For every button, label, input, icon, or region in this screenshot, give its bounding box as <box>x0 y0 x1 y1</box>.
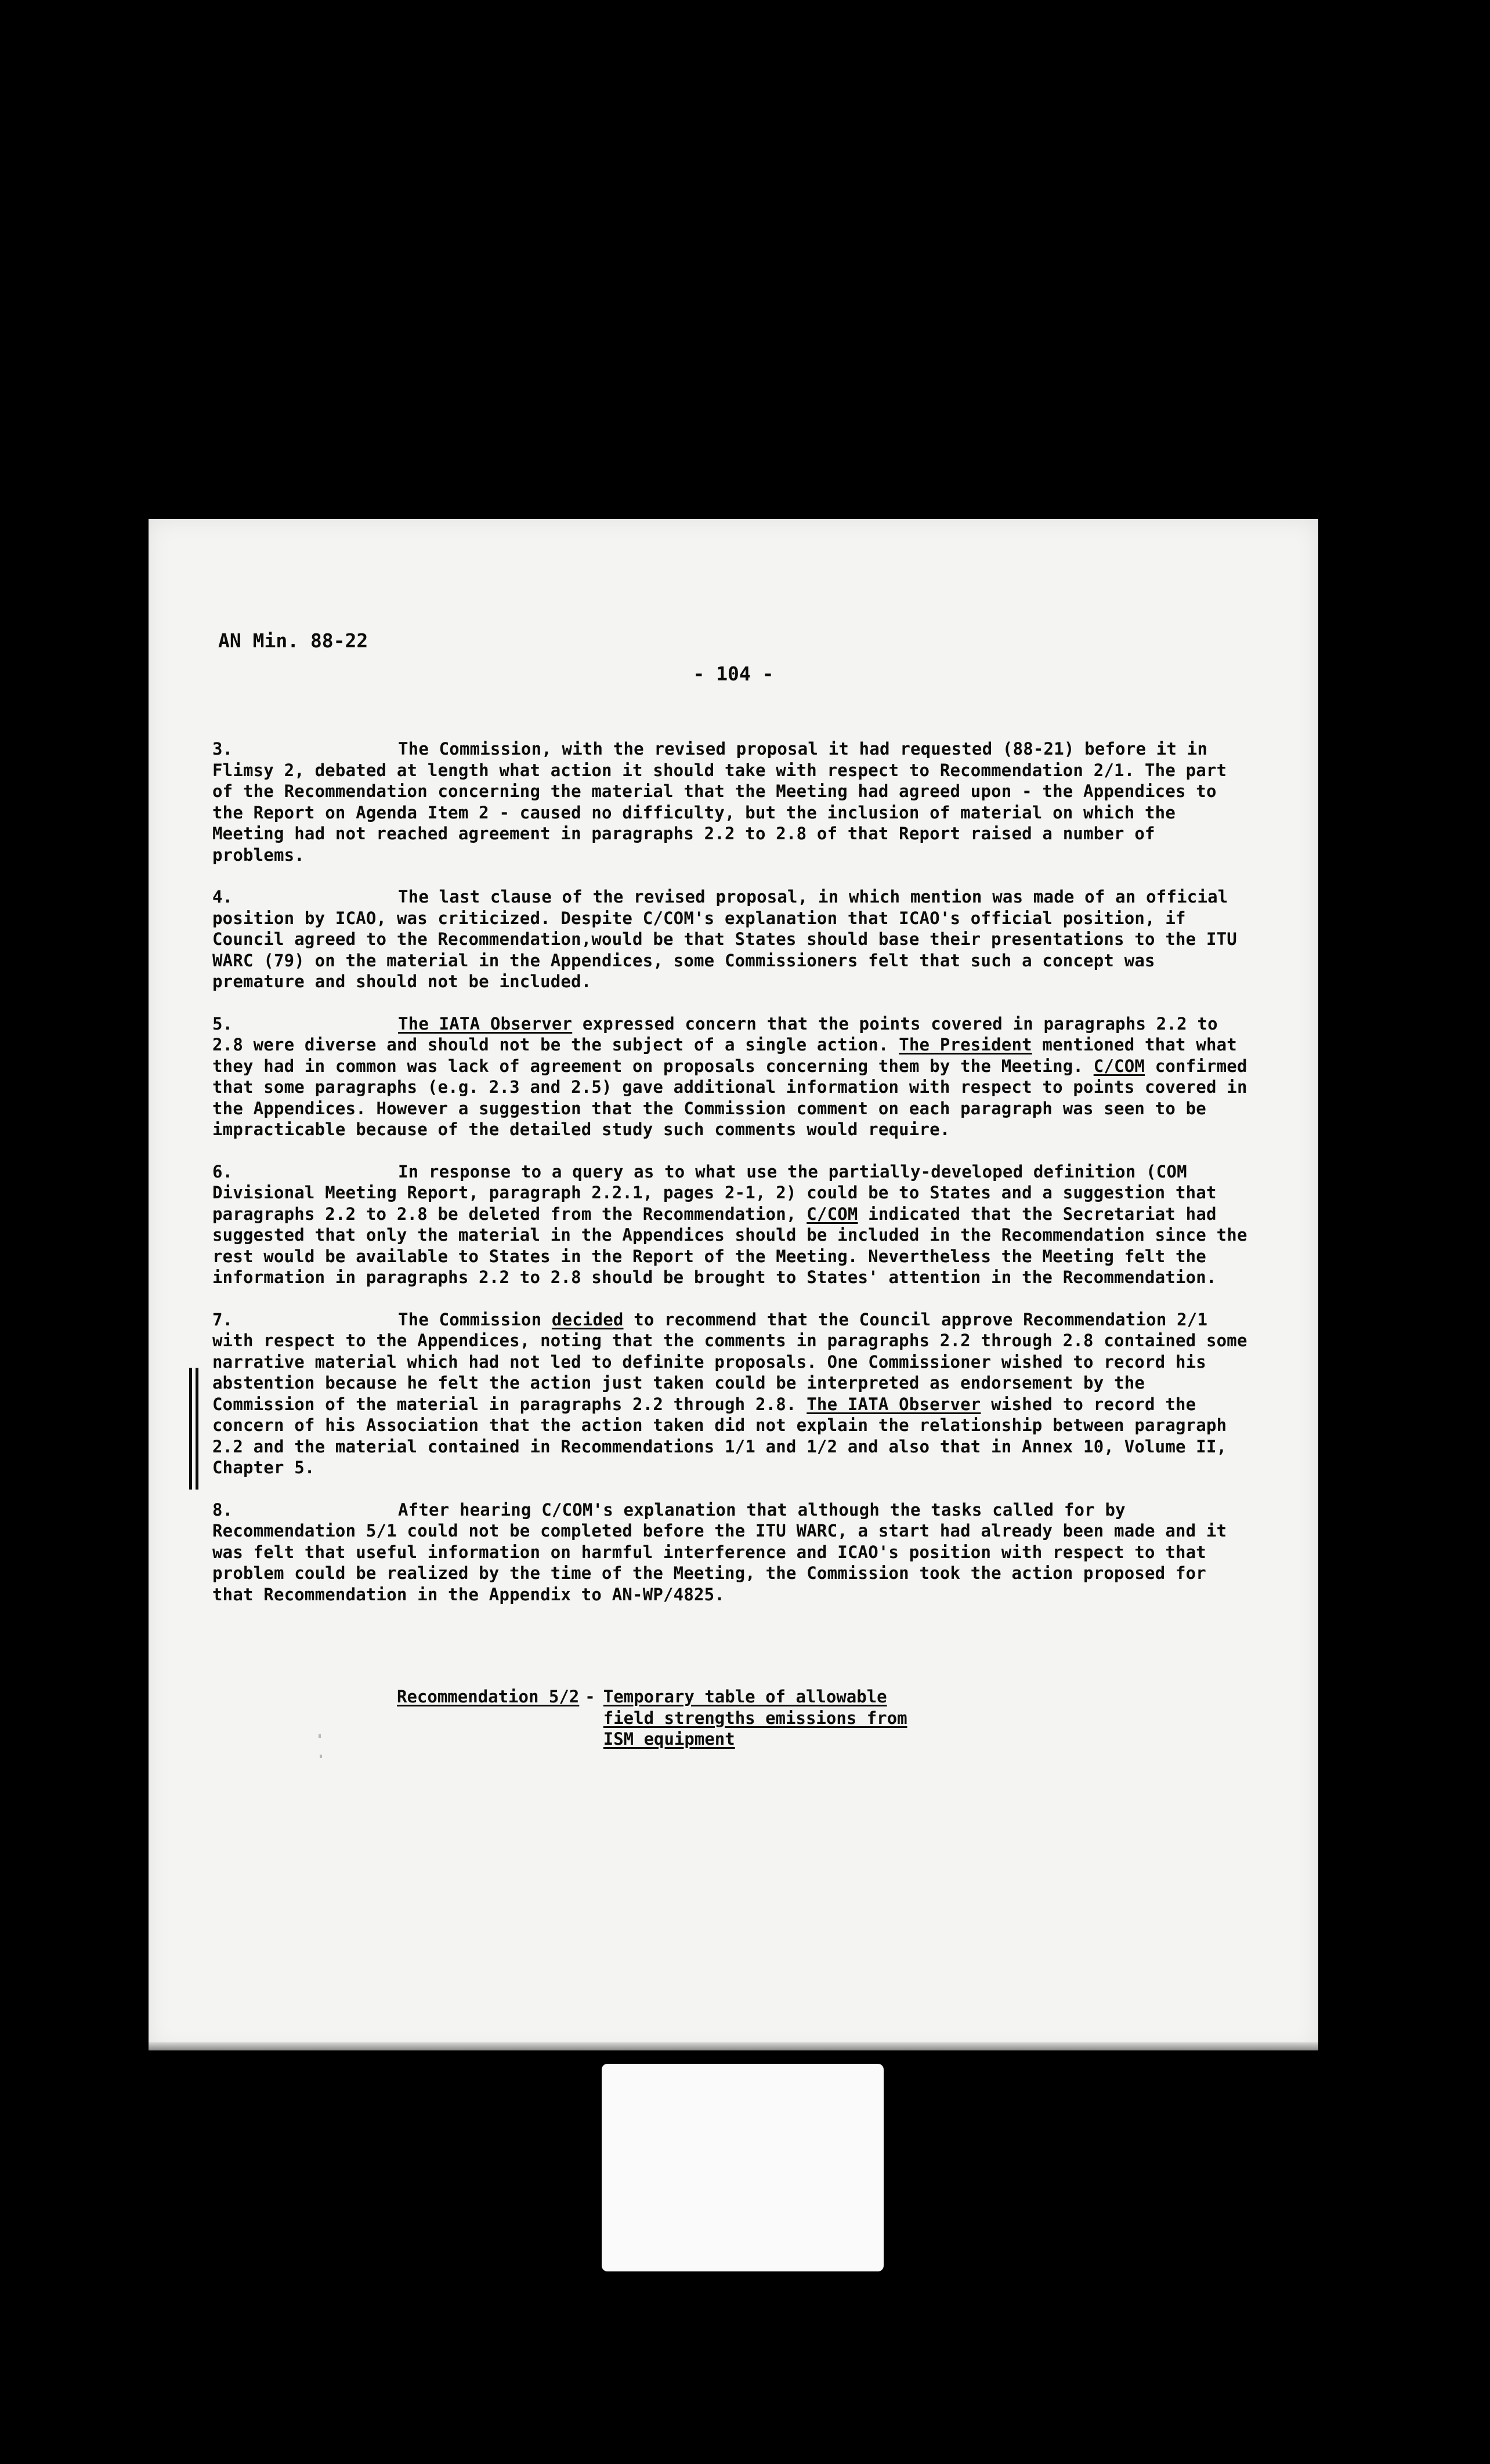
document-page <box>149 519 1318 2050</box>
recommendation-title-line: field strengths emissions from <box>603 1708 907 1728</box>
paragraph-text: The Commission <box>398 1309 552 1329</box>
paragraph-number: 6. <box>212 1161 233 1182</box>
paragraph-text: confirmed that some paragraphs (e.g. 2.3 and 2.5) gave additional information with respect to points covered in the Appendices. However a suggestion that the Commission comment on each paragraph was seen to be impracticable because of the detailed study such comments would require. <box>212 1056 1247 1139</box>
underlined-phrase: The IATA Observer <box>398 1013 573 1034</box>
paragraph-number: 8. <box>212 1499 233 1520</box>
paragraph <box>212 1309 1251 1479</box>
recommendation-dash: - <box>585 1687 595 1706</box>
recommendation-label: Recommendation 5/2 <box>397 1687 580 1706</box>
paragraph-text: indicated that the Secretariat had suggested that only the material in the Appendices should be included in the Recommendation since the rest would be available to States in the Report of the Meeting. Nevertheless the Meeting felt the information in paragraphs 2.2 to 2.8 should be brought to States' attention in the Recommendation. <box>212 1204 1247 1287</box>
recommendation-heading <box>397 1686 907 1750</box>
underlined-phrase: C/COM <box>1093 1056 1145 1076</box>
underlined-phrase: The President <box>899 1035 1032 1055</box>
underlined-phrase: The IATA Observer <box>807 1394 981 1414</box>
scan-speck <box>320 1755 322 1758</box>
page-bottom-edge <box>149 2042 1318 2050</box>
paragraph-text: expressed concern that the points covered in paragraphs 2.2 to 2.8 were diverse and should not be the subject of a single action. <box>212 1013 1218 1055</box>
paragraph-text: The Commission, with the revised proposal it had requested (88-21) before it in Flimsy 2, debated at length what action it should take with respect to Recommendation 2/1. The part of the Recommendation concerning the material that the Meeting had agreed upon - the Appendices to the Report on Agenda Item 2 - caused no difficulty, but the inclusion of material on which the Meeting had not reached agreement in paragraphs 2.2 to 2.8 of that Report raised a number of problems. <box>212 739 1227 865</box>
recommendation-title-line: ISM equipment <box>603 1729 735 1749</box>
revision-margin-bar <box>189 1368 198 1490</box>
paragraph-text: The last clause of the revised proposal, in which mention was made of an official position by ICAO, was criticized. Despite C/COM's explanation that ICAO's official position, if Council agreed to the Recommendation,would be that States should base their presentations to the ITU WARC (79) on the material in the Appendices, some Commissioners felt that such a concept was premature and should not be included. <box>212 887 1237 991</box>
underlined-phrase: C/COM <box>807 1204 858 1224</box>
paragraph-number: 4. <box>212 887 233 907</box>
document-reference: AN Min. 88-22 <box>218 629 368 652</box>
paragraph-number: 5. <box>212 1013 233 1034</box>
paragraph-number: 7. <box>212 1309 233 1329</box>
paragraph <box>212 1161 1251 1288</box>
paragraph <box>212 738 1251 865</box>
paragraph-text: wished to record the concern of his Association that the action taken did not explain the relationship between paragraph 2.2 and the material contained in Recommendations 1/1 and 1/2 and also that in Annex 10, Volume II, Chapter 5. <box>212 1394 1227 1477</box>
scan-speck <box>319 1734 321 1738</box>
scan-target-card <box>602 2064 884 2271</box>
minutes-body <box>212 738 1251 1626</box>
recommendation-title-line: Temporary table of allowable <box>603 1687 887 1706</box>
paragraph-text: After hearing C/COM's explanation that although the tasks called for by Recommendation 5/1 could not be completed before the ITU WARC, a start had already been made and it was felt that useful information on harmful interference and ICAO's position with respect to that problem could be realized by the time of the Meeting, the Commission took the action proposed for that Recommendation in the Appendix to AN-WP/4825. <box>212 1499 1227 1604</box>
recommendation-title <box>603 1686 907 1750</box>
paragraph <box>212 886 1251 992</box>
paragraph <box>212 1499 1251 1606</box>
paragraph-number: 3. <box>212 739 233 759</box>
paragraph-text: In response to a query as to what use the partially-developed definition (COM Divisional Meeting Report, paragraph 2.2.1, pages 2-1, 2) could be to States and a suggestion that paragraphs 2.2 to 2.8 be deleted from the Recommendation, <box>212 1161 1217 1224</box>
paragraph-text: to recommend that the Council approve Recommendation 2/1 with respect to the Appendices, noting that the comments in paragraphs 2.2 through 2.8 contained some narrative material which had not led to definite proposals. One Commissioner wished to record his abstention because he felt the action just taken could be interpreted as endorsement by the Commission of the material in paragraphs 2.2 through 2.8. <box>212 1309 1247 1414</box>
paragraph-text: mentioned that what they had in common was lack of agreement on proposals concerning them by the Meeting. <box>212 1035 1237 1076</box>
paragraph <box>212 1013 1251 1140</box>
underlined-phrase: decided <box>551 1309 624 1329</box>
page-number: - 104 - <box>693 662 774 685</box>
